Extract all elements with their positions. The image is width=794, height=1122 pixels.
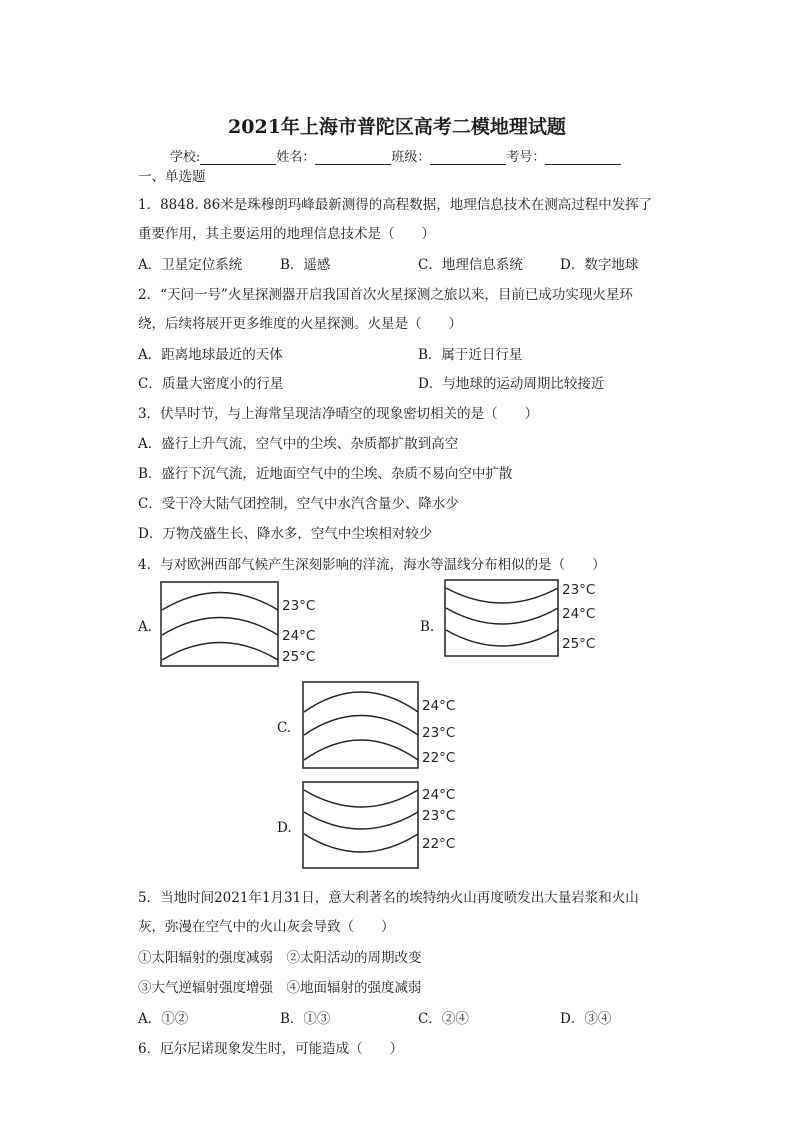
q5-option-d: D．③④ <box>560 1011 612 1027</box>
diagram-d-letter: D. <box>277 820 292 836</box>
q5-items-line2: ③大气逆辐射强度增强 ④地面辐射的强度减弱 <box>138 980 422 996</box>
class-blank <box>430 150 506 165</box>
class-label: 班级： <box>391 150 431 165</box>
diagram-c-label-3: 22°C <box>422 750 456 766</box>
diagram-c <box>302 680 467 772</box>
diagram-b-label-3: 25°C <box>562 636 596 652</box>
student-info <box>170 146 621 165</box>
q2-option-c: C．质量大密度小的行星 <box>138 376 284 392</box>
diagram-d-label-2: 23°C <box>422 808 456 824</box>
q1-text-line2: 重要作用，其主要运用的地理信息技术是（ ） <box>138 226 435 242</box>
q5-option-c: C．②④ <box>418 1011 469 1027</box>
q1-option-a: A．卫星定位系统 <box>138 257 243 273</box>
diagram-d-label-3: 22°C <box>422 836 456 852</box>
diagram-c-label-2: 23°C <box>422 725 456 741</box>
q3-text-line1: 3．伏旱时节，与上海常呈现洁净晴空的现象密切相关的是（ ） <box>138 406 539 422</box>
diagram-a-label-2: 24°C <box>282 628 316 644</box>
diagram-b <box>444 578 604 660</box>
diagram-b-label-2: 24°C <box>562 606 596 622</box>
school-label: 学校: <box>170 150 201 165</box>
q1-text-line1: 1．8848. 86米是珠穆朗玛峰最新测得的高程数据，地理信息技术在测高过程中发挥了 <box>138 197 653 213</box>
diagram-a <box>160 580 320 670</box>
diagram-a-letter: A. <box>138 619 153 635</box>
q3-option-b: B．盛行下沉气流，近地面空气中的尘埃、杂质不易向空中扩散 <box>138 466 513 482</box>
q5-option-a: A．①② <box>138 1011 189 1027</box>
number-blank <box>545 150 621 165</box>
diagram-d <box>302 780 467 872</box>
q1-option-b: B．遥感 <box>280 257 331 273</box>
diagram-b-label-1: 23°C <box>562 582 596 598</box>
diagram-d-label-1: 24°C <box>422 787 456 803</box>
q2-text-line1: 2．“天问一号”火星探测器开启我国首次火星探测之旅以来，目前已成功实现火星环 <box>138 287 633 303</box>
q1-option-d: D．数字地球 <box>560 257 639 273</box>
page-title: 2021年上海市普陀区高考二模地理试题 <box>228 116 566 138</box>
q2-option-b: B．属于近日行星 <box>418 347 523 363</box>
q1-option-c: C．地理信息系统 <box>418 257 523 273</box>
diagram-a-label-1: 23°C <box>282 598 316 614</box>
q3-option-d: D．万物茂盛生长、降水多，空气中尘埃相对较少 <box>138 526 433 542</box>
name-blank <box>315 150 391 165</box>
school-blank <box>200 150 276 165</box>
q3-option-c: C．受干冷大陆气团控制，空气中水汽含量少、降水少 <box>138 496 459 512</box>
q6-text-line1: 6．厄尔尼诺现象发生时，可能造成（ ） <box>138 1041 404 1057</box>
number-label: 考号： <box>506 150 546 165</box>
q5-items-line1: ①太阳辐射的强度减弱 ②太阳活动的周期改变 <box>138 950 422 966</box>
q3-option-a: A．盛行上升气流，空气中的尘埃、杂质都扩散到高空 <box>138 436 459 452</box>
diagram-c-label-1: 24°C <box>422 698 456 714</box>
diagram-b-letter: B. <box>420 619 435 635</box>
q5-text-line2: 灰，弥漫在空气中的火山灰会导致（ ） <box>138 919 395 935</box>
diagram-a-label-3: 25°C <box>282 649 316 665</box>
q2-option-d: D．与地球的运动周期比较接近 <box>418 376 605 392</box>
q5-option-b: B．①③ <box>280 1011 331 1027</box>
name-label: 姓名： <box>276 150 316 165</box>
diagram-c-letter: C. <box>277 720 292 736</box>
q4-text-line1: 4．与对欧洲西部气候产生深刻影响的洋流，海水等温线分布相似的是（ ） <box>138 557 606 573</box>
q5-text-line1: 5．当地时间2021年1月31日，意大利著名的埃特纳火山再度喷发出大量岩浆和火山 <box>138 890 639 906</box>
q2-option-a: A．距离地球最近的天体 <box>138 347 283 363</box>
q2-text-line2: 绕，后续将展开更多维度的火星探测。火星是（ ） <box>138 316 462 332</box>
section-heading: 一、单选题 <box>138 169 206 185</box>
